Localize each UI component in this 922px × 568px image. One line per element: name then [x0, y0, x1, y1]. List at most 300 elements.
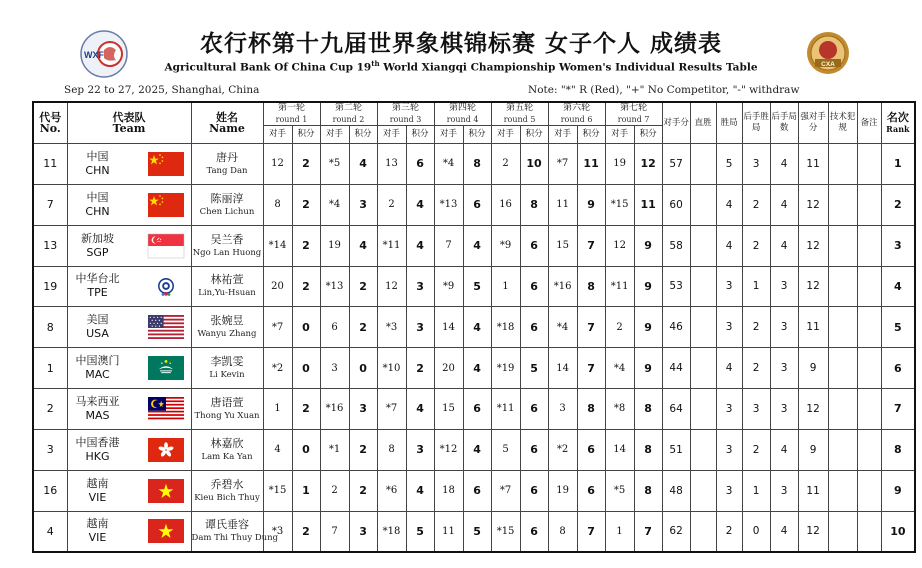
col-round-3: 第三轮 round 3	[377, 102, 434, 126]
remark	[857, 348, 881, 389]
black-wins: 2	[742, 307, 770, 348]
round-3-opponent: 12	[377, 266, 406, 307]
player-name-en: Ngo Lan Huong	[192, 247, 262, 258]
table-row	[33, 144, 915, 185]
round-1-score: 0	[292, 429, 320, 470]
table-row	[33, 389, 915, 430]
strong-opp: 11	[798, 470, 828, 511]
player-name-zh: 李凯雯	[210, 355, 244, 369]
player-no: 13	[33, 225, 67, 266]
black-wins: 0	[742, 511, 770, 552]
round-7-opponent: *8	[605, 389, 634, 430]
player-no: 19	[33, 266, 67, 307]
team-code: USA	[86, 327, 109, 341]
player-name-zh: 张婉昱	[210, 314, 244, 328]
table-row	[33, 307, 915, 348]
round-1-opponent: 20	[263, 266, 292, 307]
round-7-opponent: 2	[605, 307, 634, 348]
player-team	[67, 144, 191, 185]
black-games: 4	[770, 511, 798, 552]
round-6-opponent: 8	[548, 511, 577, 552]
round-4-score: 6	[463, 184, 491, 225]
round-3-score: 4	[406, 389, 434, 430]
wins: 3	[716, 429, 742, 470]
team-name-zh: 美国	[86, 313, 109, 327]
china-flag-icon	[147, 152, 185, 176]
round-5-score: 8	[520, 184, 548, 225]
page-subtitle: Agricultural Bank Of China Cup 19th World Xiangqi Championship Women's Individual Results Table	[164, 59, 758, 74]
rank: 1	[881, 144, 915, 185]
col-direct: 直胜	[690, 102, 716, 144]
col-black-wins: 后手胜局	[742, 102, 770, 144]
round-7-score: 8	[634, 389, 662, 430]
team-code: TPE	[87, 286, 108, 300]
player-name	[191, 144, 263, 185]
singapore-flag-icon	[147, 234, 185, 258]
round-3-score: 2	[406, 348, 434, 389]
black-wins: 3	[742, 389, 770, 430]
round-5-score: 6	[520, 511, 548, 552]
team-name-zh: 中国	[86, 190, 109, 204]
wins: 2	[716, 511, 742, 552]
remark	[857, 389, 881, 430]
black-wins: 2	[742, 348, 770, 389]
round-5-score: 10	[520, 144, 548, 185]
round-4-opponent: 18	[434, 470, 463, 511]
table-row	[33, 511, 915, 552]
direct-wins	[690, 184, 716, 225]
round-6-score: 6	[577, 470, 605, 511]
round-4-opponent: 20	[434, 348, 463, 389]
player-name	[191, 307, 263, 348]
round-2-score: 4	[349, 225, 377, 266]
wins: 4	[716, 225, 742, 266]
strong-opp: 12	[798, 184, 828, 225]
round-5-score: 6	[520, 389, 548, 430]
tech-foul	[828, 429, 857, 470]
strong-opp: 12	[798, 225, 828, 266]
col-round-2-opponent: 对手	[320, 126, 349, 144]
team-code: MAC	[85, 368, 110, 382]
round-7-score: 9	[634, 348, 662, 389]
team-name-zh: 马来西亚	[75, 394, 120, 408]
round-3-score: 4	[406, 470, 434, 511]
round-2-opponent: 3	[320, 348, 349, 389]
wins: 3	[716, 307, 742, 348]
round-3-score: 6	[406, 144, 434, 185]
player-name	[191, 389, 263, 430]
player-team	[67, 511, 191, 552]
direct-wins	[690, 389, 716, 430]
round-4-score: 5	[463, 266, 491, 307]
table-row	[33, 429, 915, 470]
opp-total: 48	[662, 470, 690, 511]
col-round-2-score: 积分	[349, 126, 377, 144]
direct-wins	[690, 429, 716, 470]
round-5-opponent: 5	[491, 429, 520, 470]
black-wins: 1	[742, 266, 770, 307]
wins: 3	[716, 470, 742, 511]
strong-opp: 11	[798, 144, 828, 185]
strong-opp: 11	[798, 307, 828, 348]
page-title: 农行杯第十九届世界象棋锦标赛 女子个人 成绩表	[199, 31, 722, 57]
black-games: 3	[770, 266, 798, 307]
tech-foul	[828, 266, 857, 307]
black-wins: 1	[742, 470, 770, 511]
black-games: 4	[770, 225, 798, 266]
round-5-score: 6	[520, 470, 548, 511]
round-6-score: 8	[577, 389, 605, 430]
opp-total: 58	[662, 225, 690, 266]
round-5-score: 6	[520, 266, 548, 307]
player-no: 3	[33, 429, 67, 470]
black-wins: 2	[742, 225, 770, 266]
player-name	[191, 511, 279, 552]
team-name-zh: 新加坡	[81, 231, 114, 245]
player-name	[191, 429, 263, 470]
tech-foul	[828, 184, 857, 225]
wins: 5	[716, 144, 742, 185]
vietnam-flag-icon	[147, 479, 185, 503]
round-4-opponent: *12	[434, 429, 463, 470]
player-team	[67, 429, 191, 470]
cxa-logo	[806, 31, 850, 75]
player-no: 7	[33, 184, 67, 225]
round-6-score: 7	[577, 348, 605, 389]
col-tech-foul: 技术犯规	[828, 102, 857, 144]
round-6-score: 6	[577, 429, 605, 470]
col-wins: 胜局	[716, 102, 742, 144]
player-name-en: Kieu Bich Thuy	[194, 492, 260, 503]
wins: 4	[716, 184, 742, 225]
event-date: Sep 22 to 27, 2025, Shanghai, China	[64, 84, 260, 96]
round-7-opponent: 14	[605, 429, 634, 470]
round-1-score: 0	[292, 348, 320, 389]
round-2-opponent: *16	[320, 389, 349, 430]
round-7-opponent: *15	[605, 184, 634, 225]
round-1-score: 1	[292, 470, 320, 511]
round-3-opponent: *7	[377, 389, 406, 430]
player-name	[191, 266, 263, 307]
col-round-3-score: 积分	[406, 126, 434, 144]
round-5-score: 6	[520, 429, 548, 470]
tpe-flag-icon	[147, 274, 185, 298]
rank: 7	[881, 389, 915, 430]
player-no: 11	[33, 144, 67, 185]
round-1-opponent: *7	[263, 307, 292, 348]
player-no: 1	[33, 348, 67, 389]
player-team	[67, 307, 191, 348]
col-round-2: 第二轮 round 2	[320, 102, 377, 126]
round-2-opponent: *5	[320, 144, 349, 185]
round-5-opponent: *9	[491, 225, 520, 266]
round-4-score: 4	[463, 307, 491, 348]
col-round-1-opponent: 对手	[263, 126, 292, 144]
tech-foul	[828, 144, 857, 185]
player-name-en: Li Kevin	[209, 370, 245, 381]
round-2-score: 4	[349, 144, 377, 185]
player-no: 4	[33, 511, 67, 552]
round-2-score: 2	[349, 266, 377, 307]
round-7-opponent: *4	[605, 348, 634, 389]
black-games: 4	[770, 184, 798, 225]
rank: 4	[881, 266, 915, 307]
player-team	[67, 389, 191, 430]
table-row	[33, 470, 915, 511]
round-6-opponent: 19	[548, 470, 577, 511]
team-code: VIE	[88, 531, 107, 545]
macau-flag-icon	[147, 356, 185, 380]
hongkong-flag-icon	[147, 438, 185, 462]
col-round-5-opponent: 对手	[491, 126, 520, 144]
col-round-5-score: 积分	[520, 126, 548, 144]
col-round-4-score: 积分	[463, 126, 491, 144]
player-name-en: Wanyu Zhang	[197, 329, 257, 340]
round-2-score: 3	[349, 184, 377, 225]
round-7-opponent: 1	[605, 511, 634, 552]
round-6-opponent: *4	[548, 307, 577, 348]
player-team	[67, 470, 191, 511]
round-6-score: 7	[577, 511, 605, 552]
round-5-opponent: *18	[491, 307, 520, 348]
direct-wins	[690, 348, 716, 389]
black-wins: 2	[742, 429, 770, 470]
player-name-zh: 陈丽淳	[210, 191, 244, 205]
round-7-score: 11	[634, 184, 662, 225]
col-round-6-opponent: 对手	[548, 126, 577, 144]
col-round-5: 第五轮 round 5	[491, 102, 548, 126]
col-round-1: 第一轮 round 1	[263, 102, 320, 126]
round-6-opponent: *2	[548, 429, 577, 470]
round-7-opponent: 19	[605, 144, 634, 185]
round-5-opponent: *7	[491, 470, 520, 511]
player-team	[67, 266, 191, 307]
round-6-score: 9	[577, 184, 605, 225]
round-4-score: 4	[463, 225, 491, 266]
black-games: 3	[770, 470, 798, 511]
opp-total: 57	[662, 144, 690, 185]
black-wins: 3	[742, 144, 770, 185]
col-rank: 名次 Rank	[881, 102, 915, 144]
round-6-opponent: *7	[548, 144, 577, 185]
col-round-7-opponent: 对手	[605, 126, 634, 144]
round-2-score: 0	[349, 348, 377, 389]
team-name-zh: 中国澳门	[75, 354, 120, 368]
round-5-opponent: 2	[491, 144, 520, 185]
round-6-score: 7	[577, 307, 605, 348]
col-remarks: 备注	[857, 102, 881, 144]
round-3-opponent: *11	[377, 225, 406, 266]
round-1-score: 2	[292, 144, 320, 185]
player-team	[67, 225, 191, 266]
round-7-opponent: 12	[605, 225, 634, 266]
col-name: 姓名 Name	[191, 102, 263, 144]
rank: 3	[881, 225, 915, 266]
round-4-score: 5	[463, 511, 491, 552]
round-4-opponent: *9	[434, 266, 463, 307]
malaysia-flag-icon	[147, 397, 185, 421]
team-name-zh: 中国	[86, 149, 109, 163]
player-name	[191, 225, 263, 266]
round-7-score: 9	[634, 266, 662, 307]
player-name-zh: 谭氏垂容	[205, 518, 249, 532]
round-3-opponent: *10	[377, 348, 406, 389]
col-team: 代表队 Team	[67, 102, 191, 144]
direct-wins	[690, 225, 716, 266]
round-3-score: 5	[406, 511, 434, 552]
round-2-opponent: *13	[320, 266, 349, 307]
round-4-opponent: *4	[434, 144, 463, 185]
remark	[857, 511, 881, 552]
wins: 3	[716, 389, 742, 430]
round-4-opponent: *13	[434, 184, 463, 225]
round-1-opponent: 12	[263, 144, 292, 185]
player-name-en: Thong Yu Xuan	[194, 410, 260, 421]
round-6-opponent: 3	[548, 389, 577, 430]
black-games: 3	[770, 389, 798, 430]
direct-wins	[690, 307, 716, 348]
player-team	[67, 184, 191, 225]
china-flag-icon	[147, 193, 185, 217]
round-5-opponent: *11	[491, 389, 520, 430]
remark	[857, 225, 881, 266]
round-6-score: 11	[577, 144, 605, 185]
tech-foul	[828, 348, 857, 389]
vietnam-flag-icon	[147, 519, 185, 543]
round-6-score: 7	[577, 225, 605, 266]
round-5-opponent: *19	[491, 348, 520, 389]
round-5-score: 6	[520, 225, 548, 266]
round-1-score: 0	[292, 307, 320, 348]
results-table	[32, 101, 916, 553]
col-round-4: 第四轮 round 4	[434, 102, 491, 126]
round-3-score: 4	[406, 225, 434, 266]
round-1-opponent: 8	[263, 184, 292, 225]
round-2-opponent: *4	[320, 184, 349, 225]
tech-foul	[828, 470, 857, 511]
strong-opp: 12	[798, 511, 828, 552]
round-4-score: 6	[463, 470, 491, 511]
player-name	[191, 184, 263, 225]
black-wins: 2	[742, 184, 770, 225]
round-2-opponent: 19	[320, 225, 349, 266]
col-opp-total: 对手分	[662, 102, 690, 144]
player-team	[67, 348, 191, 389]
rank: 5	[881, 307, 915, 348]
table-row	[33, 348, 915, 389]
player-no: 8	[33, 307, 67, 348]
team-code: MAS	[85, 408, 110, 422]
strong-opp: 9	[798, 429, 828, 470]
player-name-zh: 唐丹	[216, 150, 238, 164]
round-4-score: 8	[463, 144, 491, 185]
round-3-score: 3	[406, 266, 434, 307]
col-round-3-opponent: 对手	[377, 126, 406, 144]
svg-text:WXF: WXF	[84, 50, 104, 60]
opp-total: 51	[662, 429, 690, 470]
round-7-score: 7	[634, 511, 662, 552]
round-3-opponent: 13	[377, 144, 406, 185]
player-name-zh: 林嘉欣	[210, 436, 244, 450]
team-code: VIE	[88, 490, 107, 504]
round-4-score: 4	[463, 348, 491, 389]
round-1-score: 2	[292, 511, 320, 552]
col-round-7: 第七轮 round 7	[605, 102, 662, 126]
black-games: 4	[770, 429, 798, 470]
round-1-score: 2	[292, 266, 320, 307]
round-1-opponent: *14	[263, 225, 292, 266]
rank: 6	[881, 348, 915, 389]
round-7-score: 9	[634, 307, 662, 348]
round-1-opponent: *2	[263, 348, 292, 389]
round-4-opponent: 14	[434, 307, 463, 348]
round-7-score: 8	[634, 429, 662, 470]
round-3-score: 3	[406, 429, 434, 470]
col-round-7-score: 积分	[634, 126, 662, 144]
wins: 4	[716, 348, 742, 389]
opp-total: 46	[662, 307, 690, 348]
remark	[857, 307, 881, 348]
player-name-en: Chen Lichun	[199, 206, 255, 217]
round-7-opponent: *5	[605, 470, 634, 511]
round-2-opponent: 2	[320, 470, 349, 511]
round-2-score: 2	[349, 307, 377, 348]
team-name-zh: 越南	[86, 476, 109, 490]
team-code: SGP	[86, 245, 109, 259]
tech-foul	[828, 389, 857, 430]
round-6-score: 8	[577, 266, 605, 307]
round-2-opponent: 7	[320, 511, 349, 552]
round-1-opponent: *3	[263, 511, 292, 552]
round-4-opponent: 11	[434, 511, 463, 552]
round-4-opponent: 7	[434, 225, 463, 266]
round-7-score: 9	[634, 225, 662, 266]
round-1-score: 2	[292, 225, 320, 266]
team-name-zh: 中华台北	[75, 272, 120, 286]
player-name-en: Dam Thi Thuy Dung	[191, 533, 279, 544]
table-row	[33, 184, 915, 225]
round-2-score: 2	[349, 470, 377, 511]
col-round-1-score: 积分	[292, 126, 320, 144]
round-3-score: 4	[406, 184, 434, 225]
remark	[857, 470, 881, 511]
black-games: 3	[770, 348, 798, 389]
strong-opp: 9	[798, 348, 828, 389]
wins: 3	[716, 266, 742, 307]
team-code: CHN	[85, 204, 110, 218]
remark	[857, 144, 881, 185]
round-2-score: 3	[349, 511, 377, 552]
round-5-opponent: 1	[491, 266, 520, 307]
player-name-en: Tang Dan	[206, 165, 248, 176]
col-no: 代号 No.	[33, 102, 67, 144]
round-3-opponent: 8	[377, 429, 406, 470]
col-round-6: 第六轮 round 6	[548, 102, 605, 126]
team-code: CHN	[85, 163, 110, 177]
player-name-zh: 林祐萱	[210, 273, 244, 287]
round-2-score: 3	[349, 389, 377, 430]
round-5-score: 6	[520, 307, 548, 348]
round-1-opponent: 1	[263, 389, 292, 430]
remark	[857, 184, 881, 225]
strong-opp: 12	[798, 266, 828, 307]
round-6-opponent: *16	[548, 266, 577, 307]
round-3-score: 3	[406, 307, 434, 348]
team-code: HKG	[85, 449, 110, 463]
direct-wins	[690, 144, 716, 185]
tech-foul	[828, 225, 857, 266]
rank: 9	[881, 470, 915, 511]
